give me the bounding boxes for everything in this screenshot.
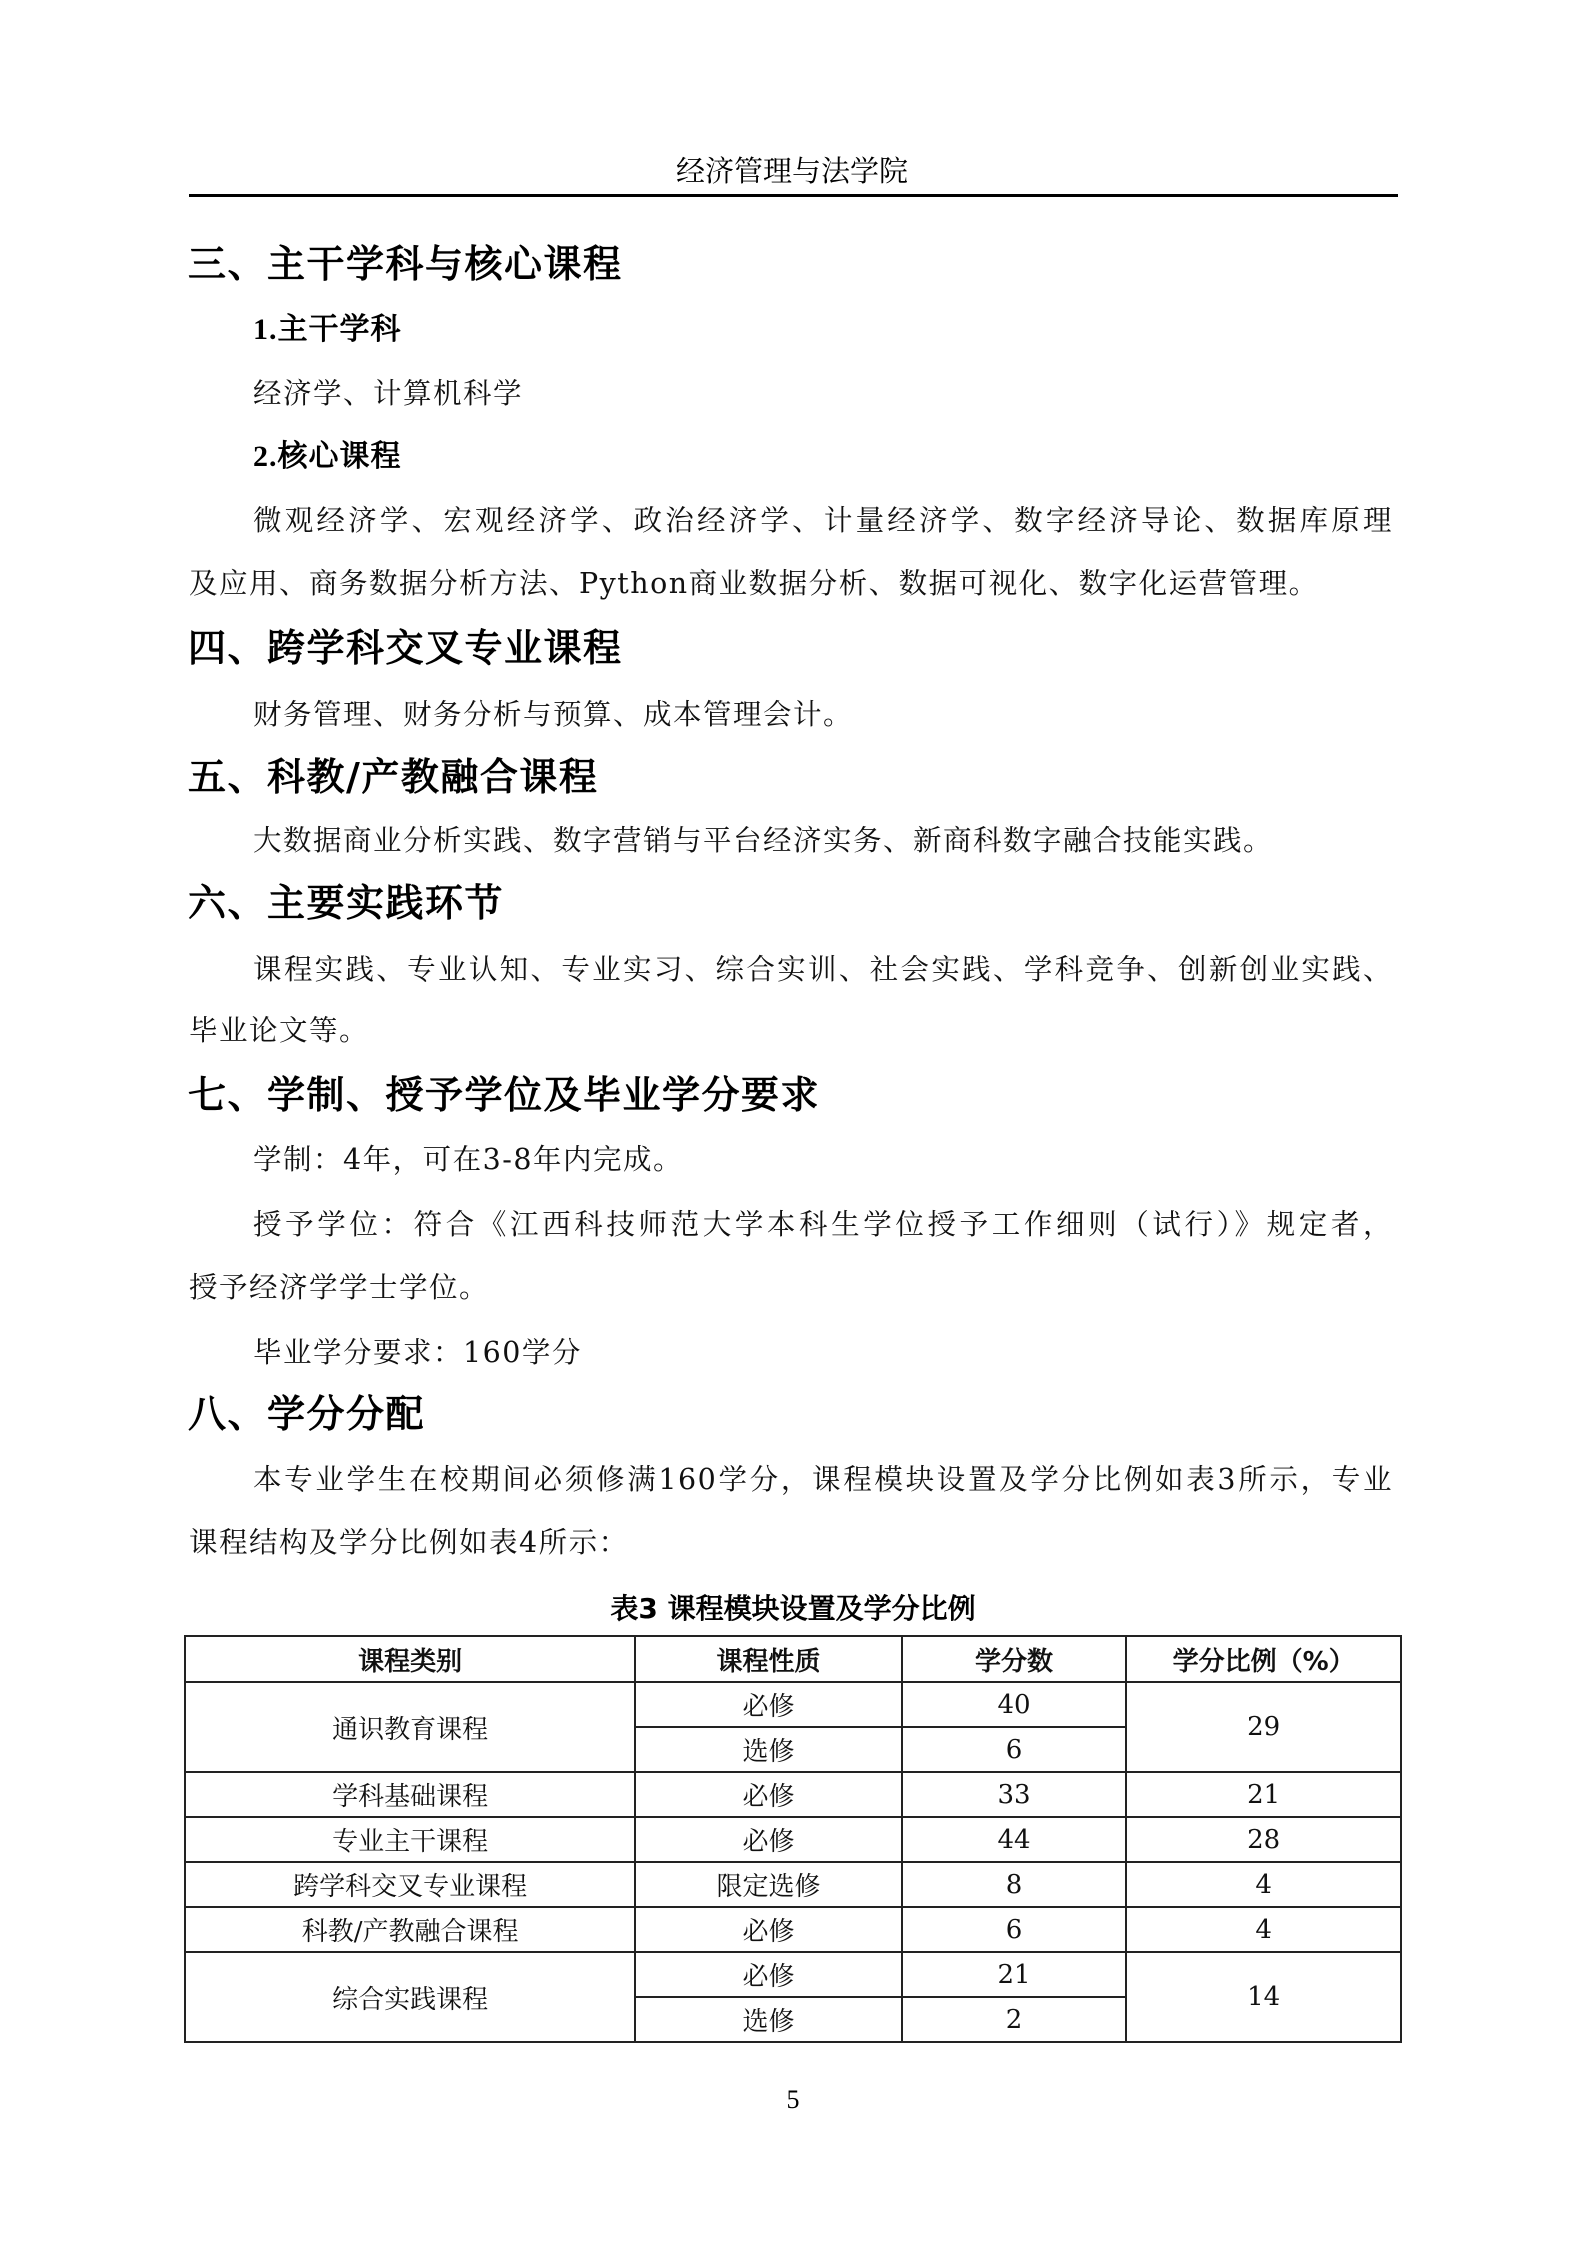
table-caption: 表3 课程模块设置及学分比例 — [610, 1592, 976, 1625]
table-header-row — [185, 1636, 1401, 1682]
category-cell: 科教/产教融合课程 — [185, 1907, 635, 1952]
column-header-nature: 课程性质 — [635, 1636, 902, 1682]
credit-allocation-line-2: 课程结构及学分比例如表4所示： — [189, 1526, 629, 1559]
column-header-credits: 学分数 — [902, 1636, 1127, 1682]
table-row — [185, 1682, 1401, 1727]
section-heading-credit-allocation: 八、学分分配 — [188, 1392, 426, 1436]
credits-cell: 40 — [902, 1682, 1127, 1727]
subheading-main-disciplines: 1.主干学科 — [253, 313, 402, 346]
ratio-cell: 28 — [1126, 1817, 1401, 1862]
degree-line-2: 授予经济学学士学位。 — [189, 1271, 490, 1304]
core-courses-line-1: 微观经济学、宏观经济学、政治经济学、计量经济学、数字经济导论、数据库原理 — [253, 504, 1393, 537]
table-row — [185, 1907, 1401, 1952]
header-rule — [189, 194, 1398, 197]
nature-cell: 必修 — [635, 1817, 902, 1862]
ratio-cell: 4 — [1126, 1862, 1401, 1907]
column-header-category: 课程类别 — [185, 1636, 635, 1682]
credits-cell: 21 — [902, 1952, 1127, 1997]
credits-cell: 33 — [902, 1772, 1127, 1817]
credits-cell: 2 — [902, 1997, 1127, 2042]
practice-line-2: 毕业论文等。 — [189, 1014, 370, 1047]
category-cell: 跨学科交叉专业课程 — [185, 1862, 635, 1907]
credits-cell: 8 — [902, 1862, 1127, 1907]
credits-cell: 6 — [902, 1907, 1127, 1952]
section-heading-integration: 五、科教/产教融合课程 — [188, 755, 599, 799]
nature-cell: 必修 — [635, 1907, 902, 1952]
section-heading-interdisciplinary: 四、跨学科交叉专业课程 — [188, 626, 623, 670]
nature-cell: 必修 — [635, 1952, 902, 1997]
credits-cell: 6 — [902, 1727, 1127, 1772]
running-header: 经济管理与法学院 — [675, 154, 908, 188]
nature-cell: 选修 — [635, 1727, 902, 1772]
credit-requirement-text: 毕业学分要求：160学分 — [253, 1336, 582, 1369]
table-row — [185, 1772, 1401, 1817]
category-cell: 综合实践课程 — [185, 1952, 635, 2042]
category-cell: 专业主干课程 — [185, 1817, 635, 1862]
page-number: 5 — [786, 2085, 800, 2114]
section-heading-core-disciplines: 三、主干学科与核心课程 — [188, 242, 623, 286]
nature-cell: 选修 — [635, 1997, 902, 2042]
category-cell: 学科基础课程 — [185, 1772, 635, 1817]
column-header-ratio: 学分比例（%） — [1126, 1636, 1401, 1682]
interdisciplinary-text: 财务管理、财务分析与预算、成本管理会计。 — [253, 698, 854, 731]
ratio-cell: 14 — [1126, 1952, 1401, 2042]
credits-cell: 44 — [902, 1817, 1127, 1862]
core-courses-line-2: 及应用、商务数据分析方法、Python商业数据分析、数据可视化、数字化运营管理。 — [189, 567, 1319, 600]
ratio-cell: 21 — [1126, 1772, 1401, 1817]
credit-allocation-table — [184, 1635, 1402, 2043]
table-row — [185, 1817, 1401, 1862]
table-row — [185, 1862, 1401, 1907]
subheading-core-courses: 2.核心课程 — [253, 440, 402, 473]
category-cell: 通识教育课程 — [185, 1682, 635, 1772]
credit-allocation-line-1: 本专业学生在校期间必须修满160学分，课程模块设置及学分比例如表3所示，专业 — [253, 1463, 1393, 1496]
ratio-cell: 4 — [1126, 1907, 1401, 1952]
nature-cell: 必修 — [635, 1682, 902, 1727]
section-heading-practice: 六、主要实践环节 — [188, 881, 505, 925]
degree-line-1: 授予学位：符合《江西科技师范大学本科生学位授予工作细则（试行）》规定者， — [253, 1208, 1393, 1241]
main-disciplines-text: 经济学、计算机科学 — [253, 377, 524, 410]
duration-text: 学制：4年，可在3-8年内完成。 — [253, 1143, 684, 1176]
practice-line-1: 课程实践、专业认知、专业实习、综合实训、社会实践、学科竞争、创新创业实践、 — [253, 953, 1393, 986]
ratio-cell: 29 — [1126, 1682, 1401, 1772]
section-heading-degree: 七、学制、授予学位及毕业学分要求 — [188, 1073, 821, 1117]
table-row — [185, 1952, 1401, 1997]
nature-cell: 必修 — [635, 1772, 902, 1817]
nature-cell: 限定选修 — [635, 1862, 902, 1907]
integration-text: 大数据商业分析实践、数字营销与平台经济实务、新商科数字融合技能实践。 — [253, 824, 1274, 857]
